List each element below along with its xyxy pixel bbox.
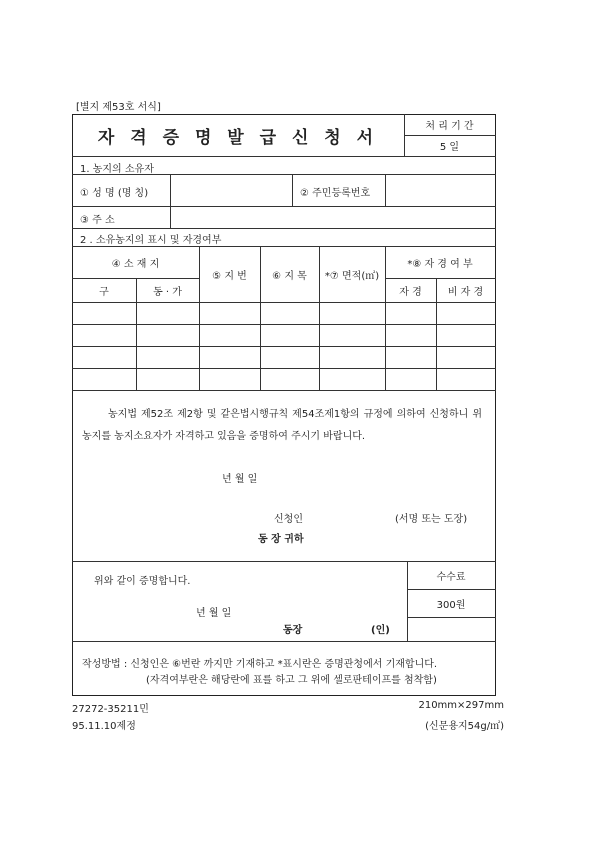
- lot-number-header: ⑤ 지 번: [212, 270, 247, 282]
- applicant-label: 신청인: [274, 514, 303, 525]
- non-self-header: 비 자 경: [447, 286, 484, 298]
- instructions-line1: 작성방법 : 신청인은 ⑥번란 까지만 기재하고 *표시란은 증명관청에서 기재합니다.: [82, 659, 438, 670]
- address-label: ③ 주 소: [80, 215, 115, 226]
- enactment-date: 95.11.10제정: [72, 721, 136, 732]
- table-row[interactable]: [73, 369, 495, 390]
- area-header: *⑦ 면적(㎡): [324, 270, 380, 282]
- land-category-header: ⑥ 지 목: [272, 270, 307, 282]
- self-header: 자 경: [399, 286, 422, 298]
- processing-period-value: 5 일: [439, 142, 460, 153]
- seal-label: (인): [371, 625, 390, 636]
- processing-period-label: 처 리 기 간: [425, 121, 474, 132]
- dong-header: 동 · 가: [153, 286, 182, 298]
- table-row[interactable]: [73, 325, 495, 346]
- issuer-label: 동장: [283, 625, 303, 636]
- form-label: [별지 제53호 서식]: [76, 102, 161, 113]
- application-date: 년 월 일: [222, 474, 258, 485]
- certification-date: 년 월 일: [196, 608, 232, 619]
- section1-heading: 1. 농지의 소유자: [80, 164, 154, 175]
- certification-text: 위와 같이 증명합니다.: [94, 576, 191, 587]
- name-label: ① 성 명 (명 칭): [80, 188, 149, 199]
- name-field[interactable]: [171, 175, 292, 206]
- paper-size: 210mm×297mm: [418, 700, 504, 711]
- address-field[interactable]: [171, 207, 495, 228]
- table-row[interactable]: [73, 347, 495, 368]
- section2-heading: 2 . 소유농지의 표시 및 자경여부: [80, 235, 222, 246]
- gu-header: 구: [99, 286, 109, 298]
- resident-id-field[interactable]: [386, 175, 495, 206]
- paper-type: (신문용지54g/㎡): [425, 721, 504, 732]
- table-row[interactable]: [73, 303, 495, 324]
- form-title: 자 격 증 명 발 급 신 청 서: [97, 127, 379, 148]
- application-text: 농지법 제52조 제2항 및 같은법시행규칙 제54조제1항의 규정에 의하여 신청하니 위 농지를 농지소요자가 자격하고 있음을 증명하여 주시기 바랍니다.: [82, 409, 482, 442]
- fee-value: 300원: [436, 599, 466, 611]
- signature-label: (서명 또는 도장): [395, 514, 468, 525]
- instructions-line2: (자격여부란은 해당란에 표를 하고 그 위에 셀로판테이프를 첨착함): [146, 675, 437, 686]
- addressee: 동 장 귀하: [258, 534, 304, 545]
- fee-label: 수수료: [436, 571, 466, 583]
- form-code: 27272-35211민: [72, 704, 149, 715]
- resident-id-label: ② 주민등록번호: [300, 188, 371, 199]
- location-header: ④ 소 재 지: [111, 258, 160, 270]
- self-farming-header: *⑧ 자 경 여 부: [407, 258, 473, 270]
